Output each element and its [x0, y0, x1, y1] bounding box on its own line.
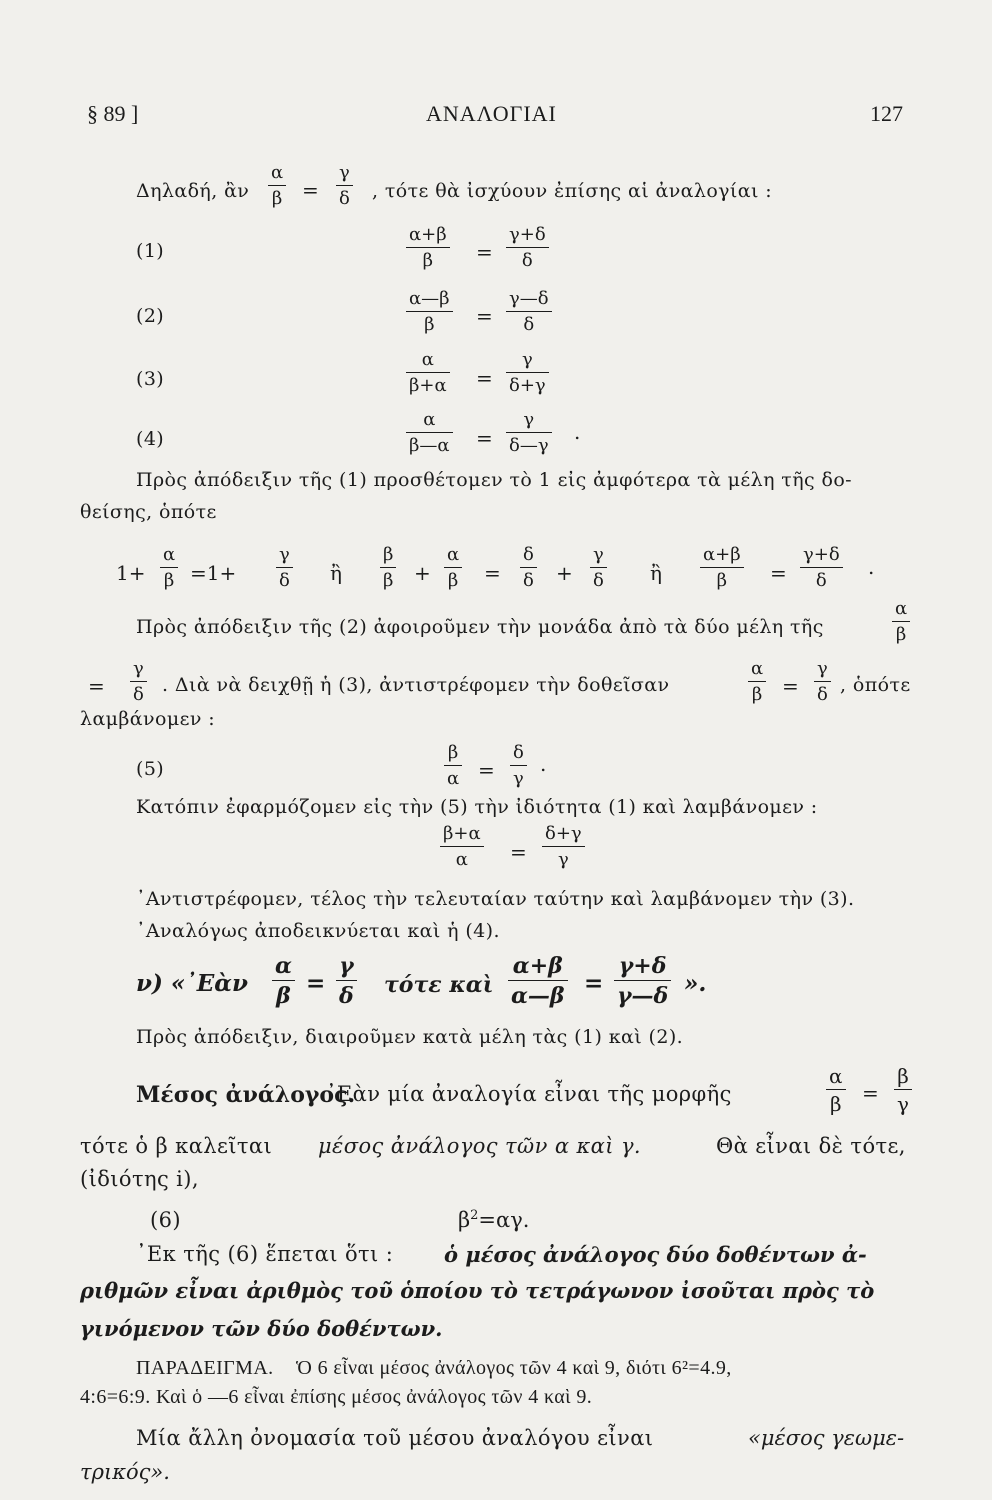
eq-equals-one-plus: =1+ — [190, 561, 237, 585]
fraction-bpa-over-a: $\frac{\beta+\alpha}{\alpha}$ — [440, 825, 484, 869]
proof-v: Πρὸς ἀπόδειξιν, διαιροῦμεν κατὰ μέλη τὰς (1) καὶ (2). — [136, 1026, 684, 1048]
apply-line3: ᾿Αναλόγως ἀποδεικνύεται καὶ ἡ (4). — [136, 920, 500, 942]
fraction-g-over-d: $\frac{\gamma}{\delta}$ — [590, 546, 607, 590]
eq-plus: + — [414, 561, 431, 585]
closing-line1: Μία ἄλλη ὀνομασία τοῦ μέσου ἀναλόγου εἶναι — [136, 1426, 654, 1450]
example-line1: Ὁ 6 εἶναι μέσος ἀνάλογος τῶν 4 καὶ 9, διότι 6²=4.9, — [296, 1357, 732, 1379]
fraction-d-over-g: $\frac{\delta}{\gamma}$ — [510, 744, 527, 788]
prop-label: (2) — [136, 305, 165, 327]
intro-equals: = — [302, 178, 319, 202]
fraction-dpg-over-g: $\frac{\delta+\gamma}{\gamma}$ — [542, 825, 585, 869]
fraction-b-over-g: $\frac{\beta}{\gamma}$ — [894, 1066, 912, 1114]
fraction-b-over-b: $\frac{\beta}{\beta}$ — [380, 546, 396, 590]
mean-line2-b: Θὰ εἶναι δὲ τότε, — [716, 1134, 906, 1158]
prop-fraction-right: $\frac{\gamma}{\delta—\gamma}$ — [506, 411, 552, 455]
fraction-g-over-d: $\frac{\gamma}{\delta}$ — [130, 660, 147, 704]
rule-v-fraction: $\frac{\alpha+\beta}{\alpha—\beta}$ — [508, 955, 568, 1007]
eq-plus: + — [556, 561, 573, 585]
prop-fraction-right: $\frac{\gamma—\delta}{\delta}$ — [506, 290, 552, 334]
fraction-a-over-b: $\frac{\alpha}{\beta}$ — [444, 546, 462, 590]
proof2-line2: . Διὰ νὰ δειχθῇ ἡ (3), ἀντιστρέφομεν τὴν δοθεῖσαν — [162, 674, 670, 696]
page-number: 127 — [870, 101, 903, 126]
prop-equals: = — [476, 240, 493, 264]
fraction-g-over-d: $\frac{\gamma}{\delta}$ — [276, 546, 293, 590]
rule-v-middle: τότε καὶ — [384, 972, 494, 998]
eq-one-plus: 1+ — [116, 561, 146, 585]
apply-line2: ᾿Αντιστρέφομεν, τέλος τὴν τελευταίαν ταύτην καὶ λαμβάνομεν τὴν (3). — [136, 888, 855, 910]
eq5-label: (5) — [136, 758, 165, 780]
eq-equals: = — [770, 561, 787, 585]
proof2-line1: Πρὸς ἀπόδειξιν τῆς (2) ἀφοιροῦμεν τὴν μονάδα ἀπὸ τὰ δύο μέλη τῆς — [136, 616, 824, 638]
prop-equals: = — [476, 426, 493, 450]
fraction-d-over-d: $\frac{\delta}{\delta}$ — [520, 546, 537, 590]
mean-line2-a: τότε ὁ β καλεῖται — [80, 1134, 273, 1158]
eq-equals: = — [88, 674, 105, 698]
fraction-b-over-a: $\frac{\beta}{\alpha}$ — [444, 744, 462, 788]
running-title: ΑΝΑΛΟΓΙΑΙ — [426, 101, 557, 126]
prop-fraction-right: $\frac{\gamma+\delta}{\delta}$ — [506, 226, 549, 270]
rule-v-fraction: $\frac{\gamma+\delta}{\gamma—\delta}$ — [614, 955, 671, 1007]
eq-equals: = — [510, 840, 527, 864]
eq-equals: = — [782, 674, 799, 698]
section-marker: § 89 ] — [87, 101, 139, 126]
rule-v-equals: = — [306, 970, 326, 997]
intro-fraction-right: $\frac{\gamma}{\delta}$ — [336, 164, 353, 208]
mean-heading: Μέσος ἀνάλογος. — [136, 1082, 356, 1108]
conseq-plain: ᾿Εκ τῆς (6) ἕπεται ὅτι : — [136, 1242, 394, 1266]
eq6: $\beta^2=\alpha\gamma$. — [458, 1208, 530, 1232]
prop-fraction-right: $\frac{\gamma}{\delta+\gamma}$ — [506, 351, 549, 395]
proof1-line1: Πρὸς ἀπόδειξιν τῆς (1) προσθέτομεν τὸ 1 εἰς ἀμφότερα τὰ μέλη τῆς δο- — [136, 469, 852, 491]
prop-label: (3) — [136, 368, 165, 390]
prop-period: . — [574, 420, 581, 444]
fraction-gpd-over-d: $\frac{\gamma+\delta}{\delta}$ — [800, 546, 843, 590]
prop-fraction-left: $\frac{\alpha+\beta}{\beta}$ — [406, 226, 450, 270]
closing-line2-italic: τρικός». — [80, 1460, 170, 1484]
prop-equals: = — [476, 304, 493, 328]
rule-v-close: ». — [684, 970, 707, 997]
prop-fraction-left: $\frac{\alpha}{\beta+\alpha}$ — [406, 351, 450, 395]
rule-v-prefix: ν) «᾿Εὰν — [136, 970, 248, 997]
fraction-g-over-d: $\frac{\gamma}{\delta}$ — [814, 660, 831, 704]
fraction-apb-over-b: $\frac{\alpha+\beta}{\beta}$ — [700, 546, 744, 590]
rule-v-equals: = — [584, 970, 604, 997]
prop-label: (1) — [136, 240, 165, 262]
eq-equals: = — [478, 758, 495, 782]
proof2-line3: λαμβάνομεν : — [80, 708, 216, 730]
eq-equals: = — [862, 1081, 879, 1105]
conseq-bold-1: ὁ μέσος ἀνάλογος δύο δοθέντων ἀ- — [444, 1242, 867, 1267]
mean-line1: ᾿Εὰν μία ἀναλογία εἶναι τῆς μορφῆς — [326, 1082, 732, 1106]
apply-line1: Κατόπιν ἐφαρμόζομεν εἰς τὴν (5) τὴν ἰδιότητα (1) καὶ λαμβάνομεν : — [136, 796, 818, 818]
closing-line1-italic: «μέσος γεωμε- — [748, 1426, 905, 1450]
conseq-bold-3: γινόμενον τῶν δύο δοθέντων. — [80, 1316, 443, 1341]
rule-v-fraction: $\frac{\alpha}{\beta}$ — [272, 955, 295, 1007]
rule-v-fraction: $\frac{\gamma}{\delta}$ — [336, 955, 357, 1007]
eq-or: ἢ — [650, 561, 662, 585]
intro-prefix: Δηλαδή, ἂν — [136, 180, 250, 202]
eq-equals: = — [484, 561, 501, 585]
eq-or: ἢ — [330, 561, 342, 585]
prop-equals: = — [476, 366, 493, 390]
fraction-a-over-b: $\frac{\alpha}{\beta}$ — [826, 1066, 846, 1114]
proof1-line2: θείσης, ὁπότε — [80, 501, 217, 523]
fraction-a-over-b: $\frac{\alpha}{\beta}$ — [892, 600, 910, 644]
mean-line2-italic: μέσος ἀνάλογος τῶν α καὶ γ. — [318, 1134, 641, 1158]
conseq-bold-2: ριθμῶν εἶναι ἀριθμὸς τοῦ ὁποίου τὸ τετράγωνον ἰσοῦται πρὸς τὸ — [80, 1278, 875, 1303]
mean-line3: (ἰδιότης i), — [80, 1167, 199, 1191]
eq-period: . — [540, 752, 547, 776]
eq6-label: (6) — [150, 1208, 181, 1232]
prop-fraction-left: $\frac{\alpha—\beta}{\beta}$ — [406, 290, 453, 334]
proof2-line2-end: , ὁπότε — [840, 674, 911, 696]
intro-fraction-left: $\frac{\alpha}{\beta}$ — [268, 164, 286, 208]
eq-period: . — [868, 555, 875, 579]
fraction-a-over-b: $\frac{\alpha}{\beta}$ — [160, 546, 178, 590]
prop-label: (4) — [136, 428, 165, 450]
example-label: ΠΑΡΑΔΕΙΓΜΑ. — [136, 1357, 274, 1379]
intro-suffix: , τότε θὰ ἰσχύουν ἐπίσης αἱ ἀναλογίαι : — [372, 180, 773, 202]
fraction-a-over-b: $\frac{\alpha}{\beta}$ — [748, 660, 766, 704]
prop-fraction-left: $\frac{\alpha}{\beta—\alpha}$ — [406, 411, 453, 455]
example-line2: 4:6=6:9. Καὶ ὁ —6 εἶναι ἐπίσης μέσος ἀνάλογος τῶν 4 καὶ 9. — [80, 1386, 593, 1408]
